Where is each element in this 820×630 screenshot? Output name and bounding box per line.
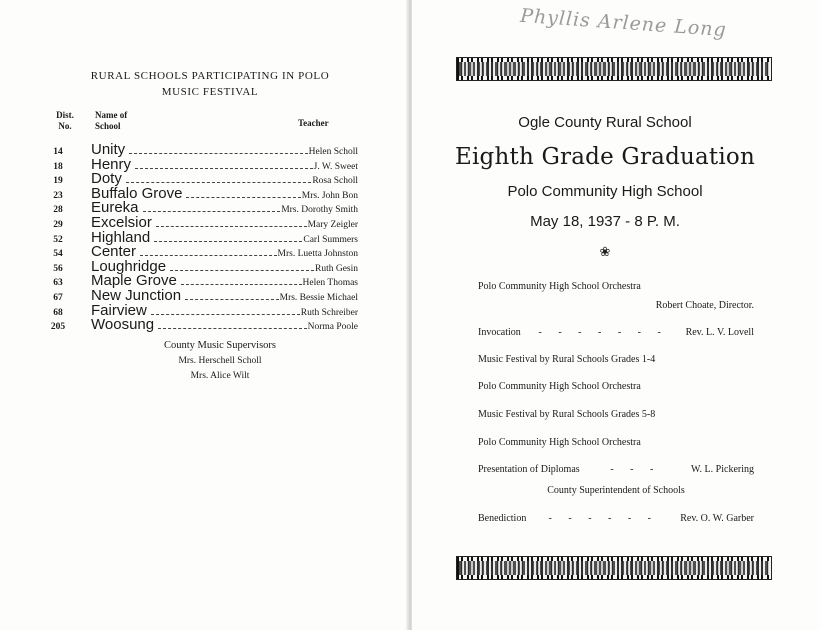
festival-title-line-1: RURAL SCHOOLS PARTICIPATING IN POLO bbox=[90, 70, 330, 82]
district-number: 29 bbox=[53, 219, 63, 230]
festival-title bbox=[40, 68, 380, 100]
program-item-orchestra: Polo Community High School Orchestra bbox=[478, 437, 641, 448]
school-name: New Junction bbox=[91, 286, 182, 304]
school-heading: Polo Community High School bbox=[507, 183, 703, 200]
district-number: 19 bbox=[53, 176, 63, 187]
decorative-border-top bbox=[456, 57, 772, 81]
school-header-line-1: Name of bbox=[95, 110, 128, 120]
school-name: Maple Grove bbox=[91, 272, 177, 290]
school-name: Highland bbox=[91, 228, 151, 246]
teacher-name: Mrs. Luetta Johnston bbox=[277, 249, 358, 260]
school-name: Eureka bbox=[91, 199, 139, 217]
district-number: 18 bbox=[53, 161, 63, 172]
table-row bbox=[38, 229, 358, 244]
invocation-officiant: Rev. L. V. Lovell bbox=[685, 327, 754, 338]
program-director: Robert Choate, Director. bbox=[655, 300, 754, 311]
school-name: Loughridge bbox=[91, 257, 167, 275]
dotted-leader bbox=[126, 182, 312, 183]
table-row bbox=[38, 199, 358, 217]
teacher-name: Norma Poole bbox=[307, 322, 358, 333]
school-header-line-2: School bbox=[95, 121, 121, 131]
teacher-name: Helen Thomas bbox=[302, 278, 358, 289]
dotted-leader bbox=[154, 241, 302, 242]
handwritten-signature: Phyllis Arlene Long bbox=[519, 4, 728, 42]
teacher-name: Ruth Gesin bbox=[314, 263, 358, 274]
school-name: Buffalo Grove bbox=[91, 184, 183, 202]
presenter-title: County Superintendent of Schools bbox=[547, 485, 685, 496]
district-number: 23 bbox=[53, 190, 63, 201]
table-row bbox=[38, 302, 358, 317]
diplomas-label: Presentation of Diplomas bbox=[478, 464, 580, 475]
teacher-name: Mrs. Dorothy Smith bbox=[281, 205, 358, 216]
program-item-festival: Music Festival by Rural Schools Grades 5-8 bbox=[478, 409, 656, 420]
dist-no-header bbox=[53, 110, 77, 132]
teacher-header: Teacher bbox=[298, 118, 329, 128]
diplomas-presenter: W. L. Pickering bbox=[691, 464, 754, 475]
district-number: 56 bbox=[53, 263, 63, 274]
graduation-title: Eighth Grade Graduation bbox=[455, 144, 755, 170]
school-name: Fairview bbox=[91, 301, 147, 319]
dotted-leader bbox=[181, 284, 302, 285]
invocation-dashes: - - - - - - - bbox=[538, 327, 668, 338]
teacher-name: Carl Summers bbox=[303, 234, 358, 245]
district-number: 68 bbox=[53, 307, 63, 318]
decorative-border-bottom bbox=[456, 556, 772, 580]
supervisors-title: County Music Supervisors bbox=[163, 340, 276, 351]
school-name: Doty bbox=[91, 170, 122, 188]
school-name-header bbox=[95, 110, 127, 132]
school-name: Henry bbox=[91, 155, 132, 173]
district-number: 67 bbox=[53, 292, 63, 303]
program-item-orchestra: Polo Community High School Orchestra bbox=[478, 381, 641, 392]
dotted-leader bbox=[156, 226, 307, 227]
supervisor-name: Mrs. Alice Wilt bbox=[190, 371, 250, 381]
dotted-leader bbox=[135, 168, 313, 169]
district-number: 52 bbox=[53, 234, 63, 245]
supervisor-name: Mrs. Herschell Scholl bbox=[178, 356, 262, 366]
dotted-leader bbox=[143, 211, 281, 212]
table-row bbox=[38, 141, 358, 156]
school-name: Center bbox=[91, 243, 137, 261]
dotted-leader bbox=[129, 153, 307, 154]
county-heading: Ogle County Rural School bbox=[518, 114, 692, 131]
table-row bbox=[38, 272, 358, 290]
dotted-leader bbox=[185, 299, 279, 300]
teacher-name: J. W. Sweet bbox=[313, 161, 358, 172]
district-number: 205 bbox=[50, 322, 66, 333]
district-number: 63 bbox=[53, 278, 63, 289]
school-name: Unity bbox=[91, 141, 126, 158]
teacher-name: Mary Zeigler bbox=[307, 219, 358, 230]
table-row bbox=[38, 243, 358, 261]
teacher-name: Mrs. Bessie Michael bbox=[279, 292, 358, 303]
teacher-name: Mrs. John Bon bbox=[301, 190, 358, 201]
dist-header-line-1: Dist. bbox=[56, 110, 74, 120]
school-table bbox=[38, 141, 358, 334]
dotted-leader bbox=[186, 197, 300, 198]
teacher-name: Rosa Scholl bbox=[312, 176, 358, 187]
dotted-leader bbox=[158, 328, 306, 329]
program-item-benediction bbox=[478, 513, 754, 524]
table-row bbox=[38, 287, 358, 302]
table-row bbox=[38, 185, 358, 200]
dotted-leader bbox=[140, 255, 276, 256]
benediction-label: Benediction bbox=[478, 513, 527, 524]
table-row bbox=[38, 156, 358, 171]
benediction-dashes: - - - - - - bbox=[548, 513, 659, 524]
dotted-leader bbox=[151, 314, 300, 315]
dist-header-line-2: No. bbox=[58, 121, 72, 131]
flower-ornament-icon: ❀ bbox=[599, 244, 611, 259]
invocation-label: Invocation bbox=[478, 327, 521, 338]
supervisors-block bbox=[90, 337, 350, 384]
program-item-orchestra: Polo Community High School Orchestra bbox=[478, 281, 641, 292]
teacher-name: Helen Scholl bbox=[308, 147, 358, 157]
program-item-invocation bbox=[478, 327, 754, 338]
right-page bbox=[412, 0, 820, 630]
table-row bbox=[38, 170, 358, 188]
school-name: Woosung bbox=[91, 316, 155, 334]
teacher-name: Ruth Schreiber bbox=[300, 307, 358, 318]
district-number: 14 bbox=[53, 147, 63, 157]
festival-title-line-2: MUSIC FESTIVAL bbox=[161, 86, 259, 98]
dotted-leader bbox=[170, 270, 314, 271]
event-date: May 18, 1937 - 8 P. M. bbox=[530, 213, 680, 230]
table-row bbox=[38, 316, 358, 334]
district-number: 28 bbox=[53, 205, 63, 216]
school-name: Excelsior bbox=[91, 213, 152, 231]
diplomas-dashes: - - - bbox=[610, 464, 661, 475]
table-row bbox=[38, 258, 358, 273]
district-number: 54 bbox=[53, 249, 63, 260]
program-item-diplomas bbox=[478, 464, 754, 475]
table-row bbox=[38, 214, 358, 229]
program-item-festival: Music Festival by Rural Schools Grades 1-4 bbox=[478, 354, 656, 365]
benediction-officiant: Rev. O. W. Garber bbox=[680, 513, 754, 524]
